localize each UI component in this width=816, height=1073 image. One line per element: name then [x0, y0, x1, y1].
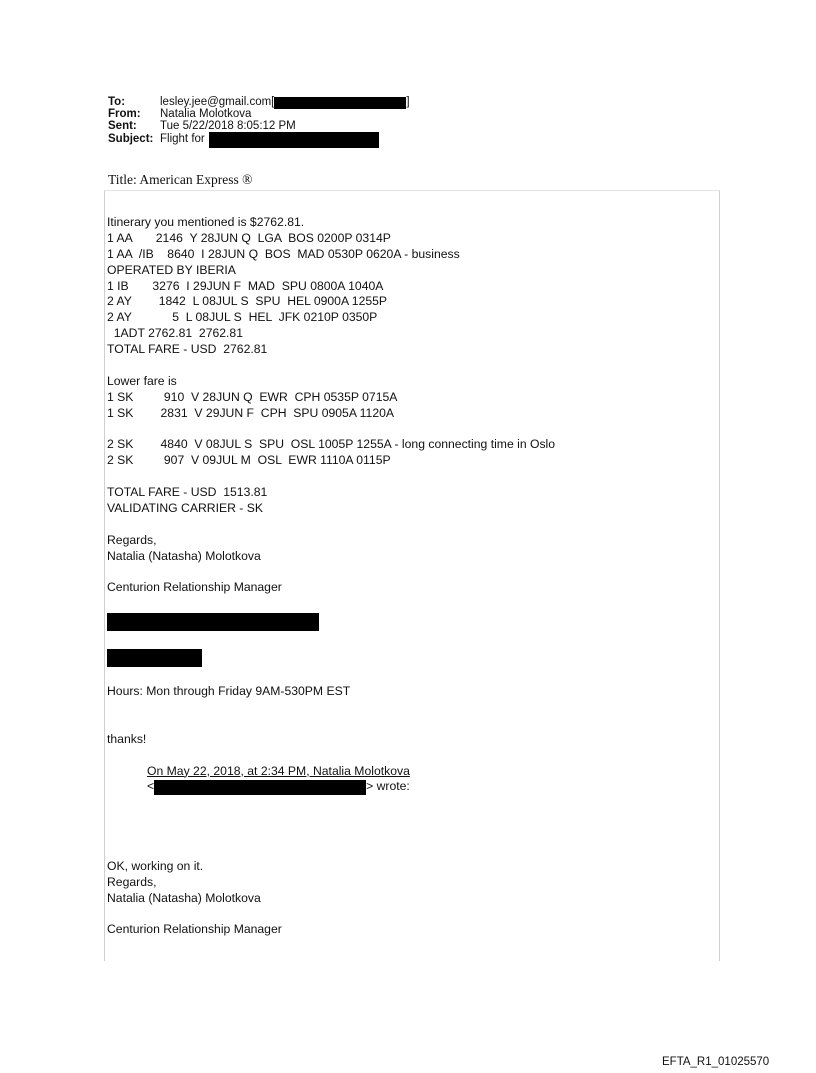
message-body — [107, 215, 555, 938]
reply-line: OK, working on it. — [107, 858, 204, 873]
itinerary-line: 1 IB 3276 I 29JUN F MAD SPU 0800A 1040A — [107, 278, 384, 293]
quote-close: > wrote: — [366, 779, 410, 794]
reply-regards: Regards, — [107, 874, 157, 889]
quote-attribution — [107, 764, 555, 796]
quote-open: < — [147, 779, 155, 794]
sent-label: Sent: — [108, 119, 137, 132]
redaction-bar — [274, 97, 406, 109]
office-hours: Hours: Mon through Friday 9AM-530PM EST — [107, 684, 351, 699]
lower-fare-line: 1 SK 2831 V 29JUN F CPH SPU 0905A 1120A — [107, 405, 395, 420]
to-suffix: ] — [406, 96, 410, 109]
to-value: lesley.jee@gmail.com[ — [160, 96, 275, 109]
lower-fare-line: 2 SK 907 V 09JUL M OSL EWR 1110A 0115P — [107, 453, 391, 468]
itinerary-line: TOTAL FARE - USD 2762.81 — [107, 342, 268, 357]
from-label: From: — [108, 108, 141, 120]
subject-label: Subject: — [108, 133, 154, 146]
subject-row — [108, 132, 410, 148]
signer-role: Centurion Relationship Manager — [107, 580, 282, 595]
document-id: EFTA_R1_01025570 — [662, 1056, 770, 1068]
from-value: Natalia Molotkova — [160, 108, 252, 120]
message-title: Title: American Express ® — [108, 172, 253, 187]
validating-carrier: VALIDATING CARRIER - SK — [107, 501, 263, 516]
reply-role: Centurion Relationship Manager — [107, 922, 282, 937]
thanks-line: thanks! — [107, 731, 147, 746]
from-row — [108, 109, 410, 121]
total-fare: TOTAL FARE - USD 1513.81 — [107, 485, 268, 500]
itinerary-intro: Itinerary you mentioned is $2762.81. — [107, 215, 305, 229]
quote-line — [147, 779, 555, 795]
subject-value: Flight for — [160, 133, 205, 146]
itinerary-line: 2 AY 1842 L 08JUL S SPU HEL 0900A 1255P — [107, 294, 388, 309]
redaction-bar — [107, 613, 319, 631]
quote-line: On May 22, 2018, at 2:34 PM, Natalia Molotkova — [147, 763, 410, 778]
regards: Regards, — [107, 532, 157, 547]
to-label: To: — [108, 96, 126, 109]
redaction-bar — [154, 780, 366, 795]
itinerary-line: 1ADT 2762.81 2762.81 — [107, 326, 243, 341]
signer-name: Natalia (Natasha) Molotkova — [107, 548, 261, 563]
email-header — [108, 97, 410, 148]
itinerary-line: 1 AA 2146 Y 28JUN Q LGA BOS 0200P 0314P — [107, 230, 391, 245]
sent-value: Tue 5/22/2018 8:05:12 PM — [160, 119, 296, 132]
redacted-line — [107, 648, 555, 668]
itinerary-line: 2 AY 5 L 08JUL S HEL JFK 0210P 0350P — [107, 310, 378, 325]
sent-row — [108, 121, 410, 133]
itinerary-line: 1 AA /IB 8640 I 28JUN Q BOS MAD 0530P 0620A - business — [107, 246, 460, 261]
redacted-line — [107, 612, 555, 632]
lower-fare-intro: Lower fare is — [107, 373, 177, 388]
to-row — [108, 97, 410, 109]
lower-fare-line: 2 SK 4840 V 08JUL S SPU OSL 1005P 1255A - long connecting time in Oslo — [107, 437, 556, 452]
reply-signer: Natalia (Natasha) Molotkova — [107, 890, 261, 905]
redaction-bar — [209, 132, 379, 148]
itinerary-line: OPERATED BY IBERIA — [107, 262, 236, 277]
redaction-bar — [107, 649, 202, 667]
lower-fare-line: 1 SK 910 V 28JUN Q EWR CPH 0535P 0715A — [107, 389, 398, 404]
